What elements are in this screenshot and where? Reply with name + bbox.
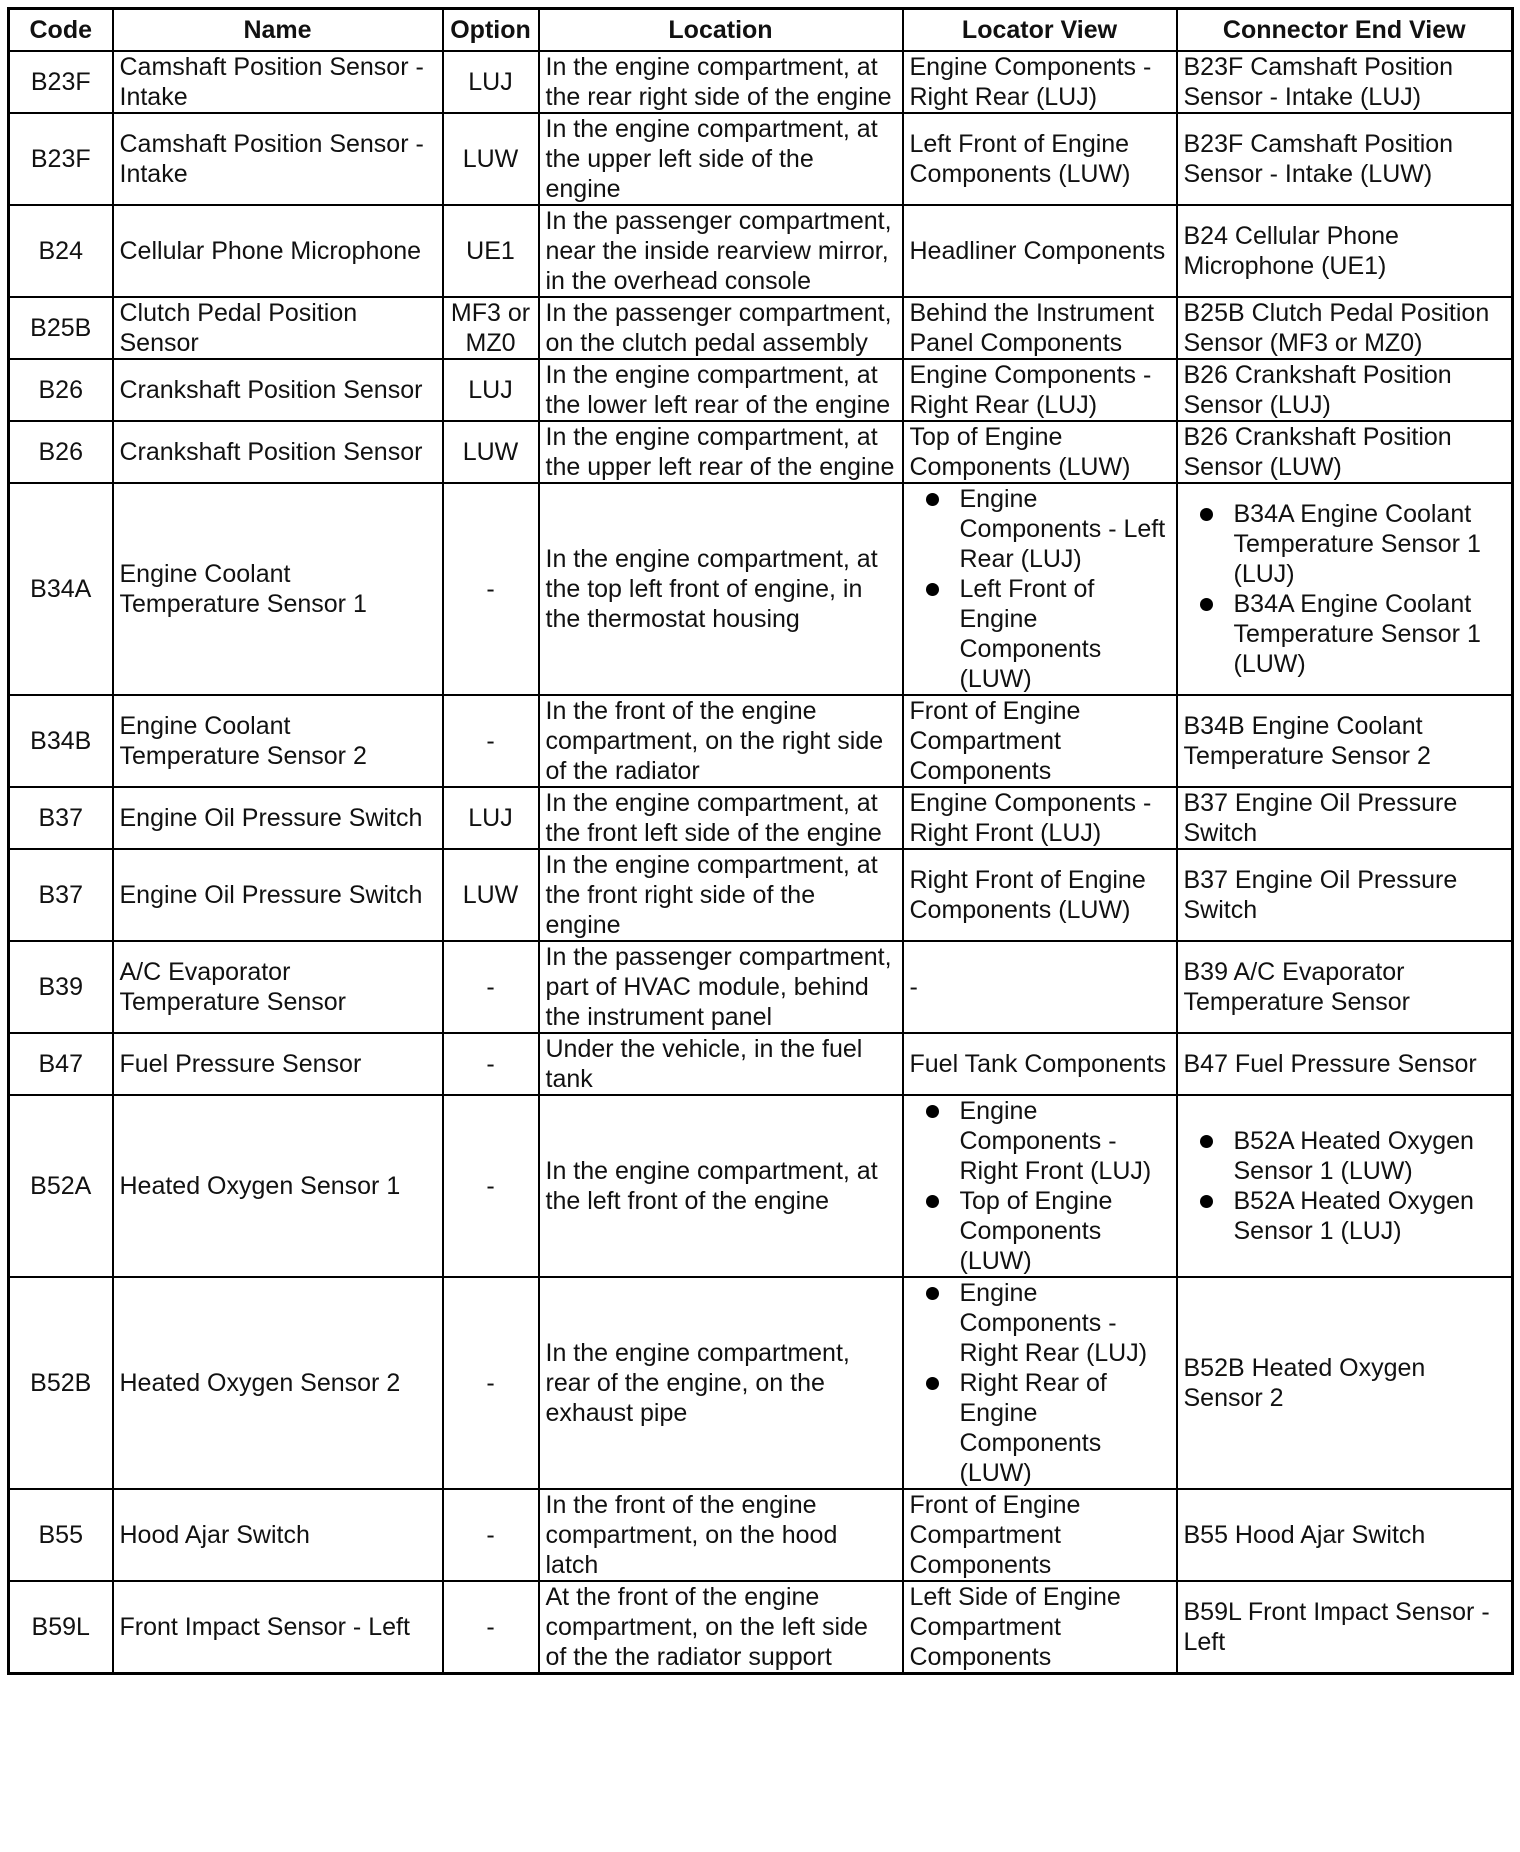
connector-end-view-cell xyxy=(1177,51,1513,113)
locator-view-cell xyxy=(903,849,1177,941)
table-row xyxy=(9,1581,1513,1674)
name-cell: Clutch Pedal Position Sensor xyxy=(113,297,443,359)
code-cell: B23F xyxy=(9,113,113,205)
name-cell: Engine Oil Pressure Switch xyxy=(113,787,443,849)
connector-end-view-cell-list xyxy=(1184,499,1506,679)
option-cell: LUW xyxy=(443,113,539,205)
table-row xyxy=(9,359,1513,421)
locator-view-item: Engine Components - Right Rear (LUJ) xyxy=(910,1278,1170,1368)
name-cell: Front Impact Sensor - Left xyxy=(113,1581,443,1674)
connector-end-view-item: B37 Engine Oil Pressure Switch xyxy=(1183,789,1458,847)
table-row xyxy=(9,297,1513,359)
option-cell: LUW xyxy=(443,421,539,483)
code-cell: B26 xyxy=(9,359,113,421)
table-row xyxy=(9,1277,1513,1489)
location-cell: Under the vehicle, in the fuel tank xyxy=(539,1033,903,1095)
location-cell: In the front of the engine compartment, on the hood latch xyxy=(539,1489,903,1581)
connector-end-view-cell xyxy=(1177,1277,1513,1489)
connector-end-view-item: B23F Camshaft Position Sensor - Intake (LUW) xyxy=(1183,130,1454,188)
name-cell: Engine Coolant Temperature Sensor 2 xyxy=(113,695,443,787)
locator-view-item: Left Front of Engine Components (LUW) xyxy=(910,574,1170,694)
name-cell: Crankshaft Position Sensor xyxy=(113,421,443,483)
connector-end-view-cell-list xyxy=(1184,1126,1506,1246)
table-row xyxy=(9,51,1513,113)
code-cell: B24 xyxy=(9,205,113,297)
locator-view-cell xyxy=(903,359,1177,421)
connector-end-view-item: B59L Front Impact Sensor - Left xyxy=(1183,1598,1490,1656)
locator-view-cell xyxy=(903,483,1177,695)
table-row xyxy=(9,205,1513,297)
locator-view-cell xyxy=(903,1033,1177,1095)
connector-end-view-item: B26 Crankshaft Position Sensor (LUJ) xyxy=(1183,361,1452,419)
locator-view-item: Front of Engine Compartment Components xyxy=(909,1491,1081,1579)
table-row xyxy=(9,1489,1513,1581)
location-cell: In the engine compartment, at the front right side of the engine xyxy=(539,849,903,941)
connector-end-view-cell xyxy=(1177,113,1513,205)
locator-view-item: Engine Components - Right Front (LUJ) xyxy=(909,789,1152,847)
locator-view-item: Headliner Components xyxy=(909,237,1166,265)
connector-end-view-item: B52B Heated Oxygen Sensor 2 xyxy=(1183,1354,1426,1412)
connector-end-view-item: B34A Engine Coolant Temperature Sensor 1 (LUW) xyxy=(1184,589,1506,679)
connector-end-view-cell xyxy=(1177,1489,1513,1581)
connector-end-view-item: B24 Cellular Phone Microphone (UE1) xyxy=(1183,222,1399,280)
code-cell: B52A xyxy=(9,1095,113,1277)
locator-view-cell xyxy=(903,113,1177,205)
connector-end-view-cell xyxy=(1177,483,1513,695)
connector-end-view-cell xyxy=(1177,421,1513,483)
name-cell: Engine Oil Pressure Switch xyxy=(113,849,443,941)
header-connector-end-view: Connector End View xyxy=(1177,9,1513,52)
locator-view-item: Engine Components - Right Rear (LUJ) xyxy=(909,361,1152,419)
code-cell: B47 xyxy=(9,1033,113,1095)
connector-end-view-item: B23F Camshaft Position Sensor - Intake (LUJ) xyxy=(1183,53,1454,111)
name-cell: Heated Oxygen Sensor 1 xyxy=(113,1095,443,1277)
name-cell: Crankshaft Position Sensor xyxy=(113,359,443,421)
option-cell: - xyxy=(443,1277,539,1489)
option-cell: LUJ xyxy=(443,51,539,113)
connector-end-view-item: B55 Hood Ajar Switch xyxy=(1183,1521,1426,1549)
header-code: Code xyxy=(9,9,113,52)
connector-end-view-item: B34A Engine Coolant Temperature Sensor 1 (LUJ) xyxy=(1184,499,1506,589)
header-locator-view: Locator View xyxy=(903,9,1177,52)
location-cell: In the engine compartment, at the upper left side of the engine xyxy=(539,113,903,205)
connector-end-view-item: B37 Engine Oil Pressure Switch xyxy=(1183,866,1458,924)
code-cell: B59L xyxy=(9,1581,113,1674)
locator-view-item: Left Side of Engine Compartment Components xyxy=(909,1583,1121,1671)
locator-view-cell xyxy=(903,1489,1177,1581)
connector-end-view-item: B39 A/C Evaporator Temperature Sensor xyxy=(1183,958,1411,1016)
locator-view-cell xyxy=(903,205,1177,297)
code-cell: B37 xyxy=(9,787,113,849)
locator-view-cell-list xyxy=(910,1278,1170,1488)
connector-end-view-cell xyxy=(1177,1095,1513,1277)
locator-view-item: Behind the Instrument Panel Components xyxy=(909,299,1155,357)
location-cell: In the passenger compartment, part of HVAC module, behind the instrument panel xyxy=(539,941,903,1033)
code-cell: B34B xyxy=(9,695,113,787)
code-cell: B37 xyxy=(9,849,113,941)
name-cell: Heated Oxygen Sensor 2 xyxy=(113,1277,443,1489)
option-cell: - xyxy=(443,695,539,787)
name-cell: Fuel Pressure Sensor xyxy=(113,1033,443,1095)
location-cell: In the engine compartment, at the left front of the engine xyxy=(539,1095,903,1277)
locator-view-cell-list xyxy=(910,1096,1170,1276)
connector-end-view-item: B52A Heated Oxygen Sensor 1 (LUJ) xyxy=(1184,1186,1506,1246)
name-cell: Hood Ajar Switch xyxy=(113,1489,443,1581)
connector-end-view-cell xyxy=(1177,1581,1513,1674)
locator-view-item: Fuel Tank Components xyxy=(909,1050,1167,1078)
component-locator-table xyxy=(7,7,1514,1675)
location-cell: In the engine compartment, at the top left front of engine, in the thermostat housing xyxy=(539,483,903,695)
locator-view-item: Engine Components - Right Front (LUJ) xyxy=(910,1096,1170,1186)
code-cell: B23F xyxy=(9,51,113,113)
option-cell: - xyxy=(443,1033,539,1095)
location-cell: In the passenger compartment, near the inside rearview mirror, in the overhead console xyxy=(539,205,903,297)
option-cell: UE1 xyxy=(443,205,539,297)
connector-end-view-cell xyxy=(1177,205,1513,297)
connector-end-view-cell xyxy=(1177,941,1513,1033)
option-cell: LUJ xyxy=(443,787,539,849)
locator-view-cell xyxy=(903,1581,1177,1674)
locator-view-item: Engine Components - Left Rear (LUJ) xyxy=(910,484,1170,574)
location-cell: In the engine compartment, at the front left side of the engine xyxy=(539,787,903,849)
table-row xyxy=(9,787,1513,849)
location-cell: In the engine compartment, at the rear right side of the engine xyxy=(539,51,903,113)
table-row xyxy=(9,483,1513,695)
code-cell: B34A xyxy=(9,483,113,695)
code-cell: B25B xyxy=(9,297,113,359)
locator-view-cell xyxy=(903,421,1177,483)
code-cell: B26 xyxy=(9,421,113,483)
component-locator-table-wrap xyxy=(7,7,1514,1675)
table-row xyxy=(9,849,1513,941)
locator-view-item: Front of Engine Compartment Components xyxy=(909,697,1081,785)
table-body xyxy=(9,51,1513,1674)
code-cell: B39 xyxy=(9,941,113,1033)
option-cell: LUW xyxy=(443,849,539,941)
locator-view-item: Top of Engine Components (LUW) xyxy=(910,1186,1170,1276)
option-cell: MF3 or MZ0 xyxy=(443,297,539,359)
table-row xyxy=(9,113,1513,205)
connector-end-view-item: B25B Clutch Pedal Position Sensor (MF3 or MZ0) xyxy=(1183,299,1490,357)
connector-end-view-cell xyxy=(1177,849,1513,941)
name-cell: Engine Coolant Temperature Sensor 1 xyxy=(113,483,443,695)
connector-end-view-item: B34B Engine Coolant Temperature Sensor 2 xyxy=(1183,712,1431,770)
header-row xyxy=(9,9,1513,52)
name-cell: Cellular Phone Microphone xyxy=(113,205,443,297)
connector-end-view-cell xyxy=(1177,787,1513,849)
connector-end-view-cell xyxy=(1177,297,1513,359)
connector-end-view-item: B47 Fuel Pressure Sensor xyxy=(1183,1050,1477,1078)
locator-view-cell xyxy=(903,695,1177,787)
locator-view-item: Engine Components - Right Rear (LUJ) xyxy=(909,53,1152,111)
locator-view-cell xyxy=(903,787,1177,849)
header-name: Name xyxy=(113,9,443,52)
table-row xyxy=(9,941,1513,1033)
locator-view-item: Right Front of Engine Components (LUW) xyxy=(909,866,1146,924)
locator-view-cell xyxy=(903,1095,1177,1277)
location-cell: At the front of the engine compartment, on the left side of the the radiator support xyxy=(539,1581,903,1674)
header-location: Location xyxy=(539,9,903,52)
code-cell: B55 xyxy=(9,1489,113,1581)
location-cell: In the engine compartment, at the upper left rear of the engine xyxy=(539,421,903,483)
name-cell: A/C Evaporator Temperature Sensor xyxy=(113,941,443,1033)
table-row xyxy=(9,695,1513,787)
locator-view-cell xyxy=(903,1277,1177,1489)
connector-end-view-cell xyxy=(1177,1033,1513,1095)
name-cell: Camshaft Position Sensor - Intake xyxy=(113,51,443,113)
locator-view-cell xyxy=(903,51,1177,113)
name-cell: Camshaft Position Sensor - Intake xyxy=(113,113,443,205)
locator-view-item: Top of Engine Components (LUW) xyxy=(909,423,1131,481)
header-option: Option xyxy=(443,9,539,52)
connector-end-view-item: B52A Heated Oxygen Sensor 1 (LUW) xyxy=(1184,1126,1506,1186)
option-cell: - xyxy=(443,1489,539,1581)
option-cell: - xyxy=(443,1581,539,1674)
locator-view-cell xyxy=(903,941,1177,1033)
code-cell: B52B xyxy=(9,1277,113,1489)
locator-view-item: Right Rear of Engine Components (LUW) xyxy=(910,1368,1170,1488)
location-cell: In the front of the engine compartment, on the right side of the radiator xyxy=(539,695,903,787)
table-row xyxy=(9,1033,1513,1095)
locator-view-cell xyxy=(903,297,1177,359)
table-row xyxy=(9,1095,1513,1277)
connector-end-view-item: B26 Crankshaft Position Sensor (LUW) xyxy=(1183,423,1452,481)
locator-view-item: - xyxy=(909,973,918,1001)
location-cell: In the engine compartment, at the lower left rear of the engine xyxy=(539,359,903,421)
option-cell: - xyxy=(443,483,539,695)
option-cell: LUJ xyxy=(443,359,539,421)
locator-view-item: Left Front of Engine Components (LUW) xyxy=(909,130,1131,188)
connector-end-view-cell xyxy=(1177,359,1513,421)
connector-end-view-cell xyxy=(1177,695,1513,787)
location-cell: In the passenger compartment, on the clutch pedal assembly xyxy=(539,297,903,359)
table-row xyxy=(9,421,1513,483)
option-cell: - xyxy=(443,941,539,1033)
location-cell: In the engine compartment, rear of the engine, on the exhaust pipe xyxy=(539,1277,903,1489)
locator-view-cell-list xyxy=(910,484,1170,694)
option-cell: - xyxy=(443,1095,539,1277)
